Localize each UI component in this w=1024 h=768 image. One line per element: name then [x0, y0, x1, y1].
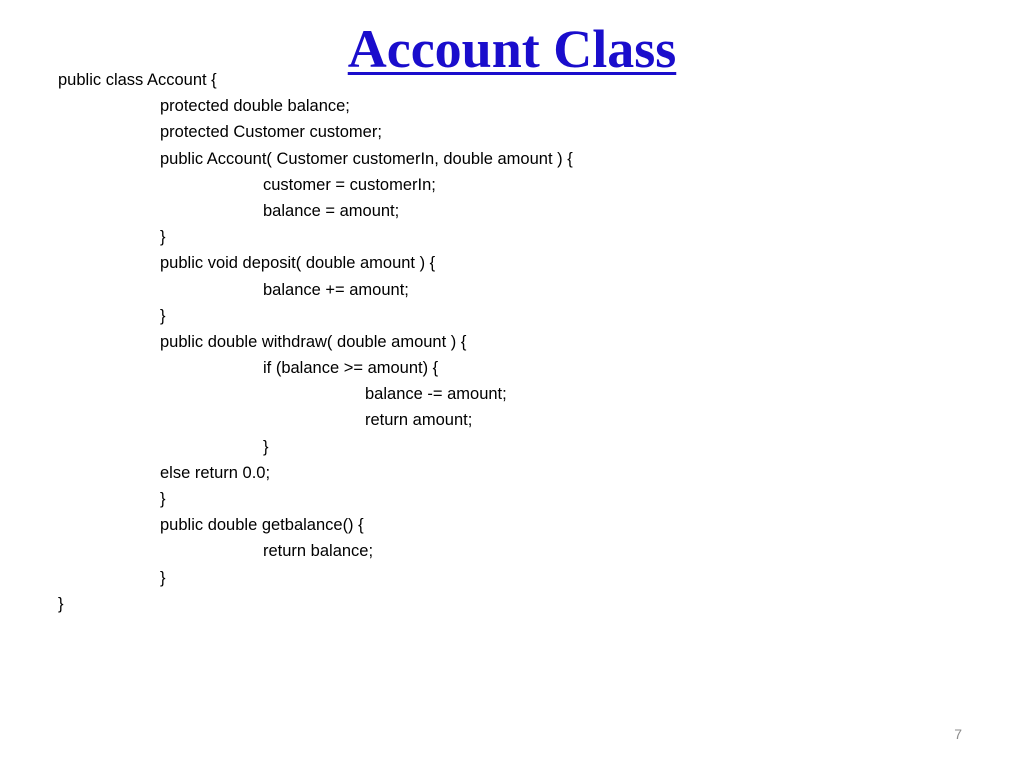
- code-line: return balance;: [263, 542, 374, 561]
- code-line: public double getbalance() {: [160, 516, 364, 535]
- code-line: balance -= amount;: [365, 385, 507, 404]
- code-line: customer = customerIn;: [263, 175, 436, 194]
- code-line: public void deposit( double amount ) {: [160, 254, 436, 273]
- code-line: }: [160, 306, 166, 325]
- code-line: public Account( Customer customerIn, double amount ) {: [160, 149, 573, 168]
- code-line: }: [160, 490, 166, 508]
- code-line: public class Account {: [58, 71, 217, 89]
- code-line: protected Customer customer;: [160, 123, 382, 142]
- code-line: }: [160, 228, 166, 247]
- code-line: }: [58, 594, 64, 613]
- code-block: [58, 67, 958, 617]
- code-line: balance = amount;: [263, 201, 400, 220]
- page-number: 7: [954, 726, 962, 742]
- code-line: return amount;: [365, 411, 473, 430]
- code-line: else return 0.0;: [160, 463, 271, 482]
- code-line: public double withdraw( double amount ) {: [160, 332, 467, 351]
- slide-title: Account Class: [347, 19, 677, 79]
- code-line: protected double balance;: [160, 97, 350, 116]
- code-line: if (balance >= amount) {: [263, 359, 439, 378]
- code-line: }: [263, 437, 269, 456]
- code-line: }: [160, 568, 166, 587]
- code-line: balance += amount;: [263, 280, 409, 299]
